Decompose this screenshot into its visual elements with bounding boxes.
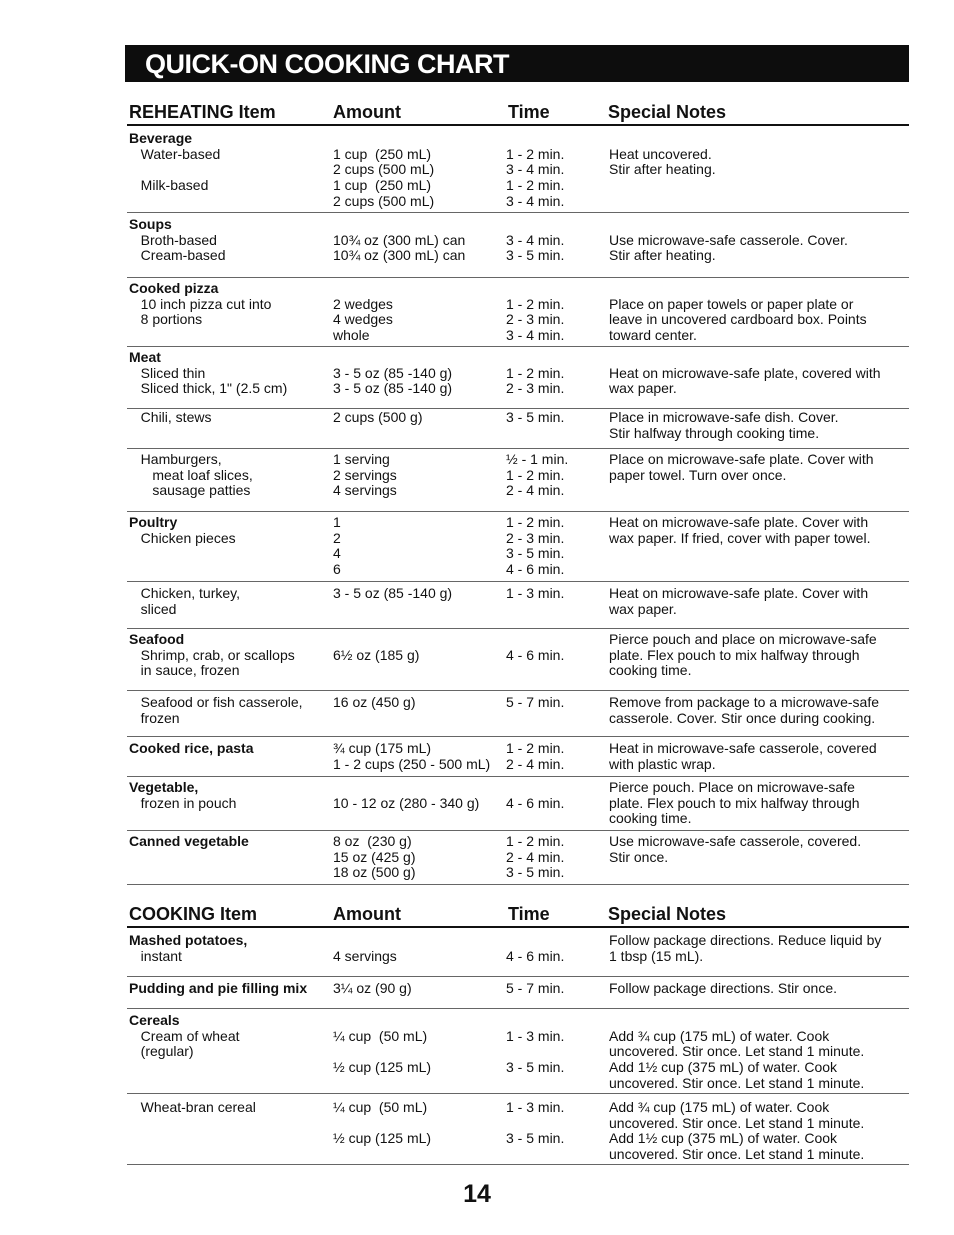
time-cell — [506, 1013, 564, 1076]
time-line: 3 - 5 min. — [506, 864, 565, 881]
item-cell — [129, 410, 211, 426]
time-line: 1 - 3 min. — [506, 1027, 565, 1044]
notes-line: uncovered. Stir once. Let stand 1 minute. — [609, 1114, 865, 1131]
notes-line: Heat on microwave-safe plate, covered with — [609, 364, 881, 381]
notes-line: with plastic wrap. — [609, 755, 716, 772]
notes-cell — [609, 780, 860, 827]
amount-line: 1 — [333, 514, 341, 530]
notes-cell — [609, 1100, 864, 1163]
item-label: sausage patties — [129, 482, 251, 499]
item-cell — [129, 780, 236, 811]
chart-title: QUICK-ON COOKING CHART — [125, 45, 909, 82]
time-line: 1 - 2 min. — [506, 833, 565, 849]
amount-line: ¼ cup (50 mL) — [333, 1099, 428, 1115]
amount-line — [333, 1116, 431, 1132]
notes-line: Remove from package to a microwave-safe — [609, 694, 879, 710]
time-line — [506, 281, 564, 297]
notes-line: Heat uncovered. — [609, 145, 712, 162]
table-row — [127, 933, 909, 977]
time-line — [506, 1044, 564, 1060]
time-line — [506, 780, 564, 796]
header-item: REHEATING Item — [129, 102, 276, 122]
item-category: Mashed potatoes, — [129, 932, 248, 948]
item-label: frozen — [129, 709, 180, 726]
notes-line: Heat on microwave-safe plate. Cover with — [609, 585, 869, 601]
item-label: Broth-based — [129, 231, 217, 248]
notes-cell — [609, 217, 848, 264]
notes-line — [609, 350, 881, 366]
amount-line: 2 cups (500 mL) — [333, 161, 435, 178]
notes-line: uncovered. Stir once. Let stand 1 minute. — [609, 1146, 865, 1163]
notes-cell — [609, 586, 868, 617]
item-label: (regular) — [129, 1043, 194, 1060]
item-label: in sauce, frozen — [129, 662, 240, 679]
time-cell — [506, 217, 564, 264]
time-line: 3 - 4 min. — [506, 192, 565, 209]
amount-line — [333, 131, 434, 147]
time-line: 3 - 4 min. — [506, 231, 565, 248]
header-amount: Amount — [333, 904, 401, 924]
notes-line: Add ¾ cup (175 mL) of water. Cook — [609, 1027, 830, 1044]
notes-line: Use microwave-safe casserole, covered. — [609, 833, 862, 849]
notes-line: 1 tbsp (15 mL). — [609, 947, 704, 964]
amount-cell — [333, 515, 341, 578]
notes-line: paper towel. Turn over once. — [609, 466, 787, 483]
time-line: 2 - 4 min. — [506, 848, 565, 865]
amount-line: 10¾ oz (300 mL) can — [333, 231, 466, 248]
notes-line — [609, 1013, 864, 1029]
time-cell — [506, 586, 564, 602]
time-cell — [506, 452, 568, 499]
amount-cell — [333, 834, 416, 881]
notes-line: Follow package directions. Stir once. — [609, 980, 837, 996]
table-row — [127, 780, 909, 831]
item-cell — [129, 515, 236, 546]
table-row — [127, 131, 909, 213]
amount-cell — [333, 981, 412, 997]
item-label: Wheat-bran cereal — [129, 1099, 256, 1115]
time-line: 2 - 3 min. — [506, 529, 565, 546]
table-row — [127, 452, 909, 512]
time-cell — [506, 741, 564, 772]
time-line: 1 - 2 min. — [506, 177, 565, 194]
item-cell — [129, 933, 247, 964]
item-label: Sliced thin — [129, 364, 206, 381]
notes-line: Pierce pouch and place on microwave-safe — [609, 631, 877, 647]
item-category: Seafood — [129, 631, 185, 647]
item-label: 10 inch pizza cut into — [129, 295, 272, 312]
amount-line: 4 servings — [333, 482, 397, 499]
notes-line: wax paper. If fried, cover with paper towel. — [609, 529, 871, 546]
time-line: 2 - 3 min. — [506, 380, 565, 397]
amount-cell — [333, 131, 434, 210]
item-category: Cooked rice, pasta — [129, 740, 254, 756]
item-label: Cream-based — [129, 247, 226, 264]
item-label: instant — [129, 947, 182, 964]
notes-line: leave in uncovered cardboard box. Points — [609, 311, 867, 328]
notes-line: Stir after heating. — [609, 161, 716, 178]
notes-cell — [609, 695, 879, 726]
amount-line: 3 - 5 oz (85 -140 g) — [333, 380, 453, 397]
notes-line: Add ¾ cup (175 mL) of water. Cook — [609, 1099, 830, 1115]
item-label — [129, 162, 220, 178]
amount-line: 4 servings — [333, 947, 397, 964]
time-line: 1 - 2 min. — [506, 514, 565, 530]
amount-line: 1 cup (250 mL) — [333, 145, 432, 162]
item-cell — [129, 350, 287, 397]
amount-line: 3 - 5 oz (85 -140 g) — [333, 364, 453, 381]
item-label: Water-based — [129, 145, 221, 162]
time-line: 4 - 6 min. — [506, 947, 565, 964]
time-line: 2 - 3 min. — [506, 311, 565, 328]
amount-line: 8 oz (230 g) — [333, 833, 412, 849]
notes-cell — [609, 350, 881, 397]
notes-line: plate. Flex pouch to mix halfway through — [609, 794, 860, 811]
table-row — [127, 695, 909, 737]
item-category: Meat — [129, 349, 161, 365]
table-row — [127, 834, 909, 885]
item-cell — [129, 834, 249, 850]
time-line — [506, 350, 564, 366]
time-cell — [506, 981, 564, 997]
item-cell — [129, 1013, 240, 1060]
amount-cell — [333, 933, 397, 964]
table-row — [127, 350, 909, 409]
notes-line: Stir halfway through cooking time. — [609, 424, 820, 441]
amount-line — [333, 281, 393, 297]
time-line: 2 - 4 min. — [506, 755, 565, 772]
time-line: 3 - 5 min. — [506, 1130, 565, 1147]
notes-line: Stir after heating. — [609, 247, 716, 264]
amount-line — [333, 1044, 431, 1060]
amount-line: 15 oz (425 g) — [333, 848, 416, 865]
time-line: 5 - 7 min. — [506, 694, 565, 710]
amount-line: 2 servings — [333, 466, 397, 483]
notes-cell — [609, 515, 870, 546]
amount-line: 16 oz (450 g) — [333, 694, 416, 710]
item-category: Cooked pizza — [129, 280, 219, 296]
amount-line: ½ cup (125 mL) — [333, 1059, 432, 1076]
time-line — [506, 217, 564, 233]
item-label: sliced — [129, 600, 177, 617]
item-label: 8 portions — [129, 311, 203, 328]
time-line: 1 - 2 min. — [506, 295, 565, 312]
time-line — [506, 131, 564, 147]
notes-cell — [609, 281, 867, 344]
time-line: 3 - 5 min. — [506, 1059, 565, 1076]
amount-line — [333, 632, 419, 648]
amount-line — [333, 933, 397, 949]
time-line: 3 - 4 min. — [506, 327, 565, 344]
time-line: 1 - 3 min. — [506, 1099, 565, 1115]
time-line: 3 - 5 min. — [506, 409, 565, 425]
item-category: Cereals — [129, 1012, 180, 1028]
notes-line: Pierce pouch. Place on microwave-safe — [609, 779, 855, 795]
amount-line: ¾ cup (175 mL) — [333, 740, 432, 756]
item-cell — [129, 632, 295, 679]
time-line: 2 - 4 min. — [506, 482, 565, 499]
table-row — [127, 586, 909, 629]
time-line — [506, 632, 564, 648]
item-cell — [129, 695, 303, 726]
notes-line: Place in microwave-safe dish. Cover. — [609, 409, 839, 425]
time-line: 4 - 6 min. — [506, 646, 565, 663]
item-label: Milk-based — [129, 177, 209, 194]
amount-cell — [333, 217, 465, 264]
notes-line — [609, 217, 848, 233]
page-number: 14 — [463, 1180, 491, 1208]
amount-line: 10¾ oz (300 mL) can — [333, 247, 466, 264]
amount-line: 1 cup (250 mL) — [333, 177, 432, 194]
amount-cell — [333, 452, 397, 499]
notes-line: uncovered. Stir once. Let stand 1 minute. — [609, 1043, 865, 1060]
time-line — [506, 1013, 564, 1029]
item-label: Sliced thick, 1" (2.5 cm) — [129, 380, 288, 397]
notes-line: wax paper. — [609, 600, 677, 617]
notes-cell — [609, 410, 839, 441]
notes-line: Place on microwave-safe plate. Cover with — [609, 451, 874, 467]
item-cell — [129, 741, 254, 757]
header-notes: Special Notes — [608, 904, 727, 924]
table-row — [127, 1013, 909, 1094]
notes-line: Heat in microwave-safe casserole, covered — [609, 740, 877, 756]
time-cell — [506, 410, 564, 426]
amount-cell — [333, 1100, 431, 1147]
notes-line: Add 1½ cup (375 mL) of water. Cook — [609, 1059, 838, 1076]
amount-line: 1 serving — [333, 451, 390, 467]
notes-cell — [609, 981, 837, 997]
notes-cell — [609, 131, 716, 178]
header-time: Time — [508, 904, 550, 924]
amount-cell — [333, 741, 490, 772]
table-row — [127, 741, 909, 777]
header-amount: Amount — [333, 102, 401, 122]
notes-line: plate. Flex pouch to mix halfway through — [609, 646, 860, 663]
amount-line — [333, 350, 452, 366]
table-row — [127, 515, 909, 582]
amount-line: 4 wedges — [333, 311, 393, 328]
item-cell — [129, 981, 307, 997]
time-line: 3 - 5 min. — [506, 545, 565, 562]
amount-cell — [333, 410, 423, 426]
notes-cell — [609, 741, 877, 772]
notes-line: Heat on microwave-safe plate. Cover with — [609, 514, 869, 530]
time-line — [506, 933, 564, 949]
table-row — [127, 217, 909, 278]
time-cell — [506, 834, 564, 881]
amount-cell — [333, 1013, 431, 1076]
time-line: 5 - 7 min. — [506, 980, 565, 996]
item-cell — [129, 281, 271, 328]
notes-line: casserole. Cover. Stir once during cooking. — [609, 709, 876, 726]
item-category: Beverage — [129, 130, 193, 146]
notes-line: cooking time. — [609, 662, 692, 679]
notes-cell — [609, 1013, 864, 1092]
notes-line: wax paper. — [609, 380, 677, 397]
amount-cell — [333, 350, 452, 397]
item-label: meat loaf slices, — [129, 466, 253, 483]
time-line: 4 - 6 min. — [506, 561, 565, 578]
amount-line — [333, 1013, 431, 1029]
notes-line: cooking time. — [609, 810, 692, 827]
amount-cell — [333, 632, 419, 663]
amount-line: 2 wedges — [333, 295, 393, 312]
item-category: Pudding and pie filling mix — [129, 980, 308, 996]
notes-line: uncovered. Stir once. Let stand 1 minute. — [609, 1074, 865, 1091]
item-cell — [129, 131, 220, 194]
item-label: Seafood or fish casserole, — [129, 694, 303, 710]
item-category: Soups — [129, 216, 172, 232]
time-cell — [506, 515, 564, 578]
amount-line: ½ cup (125 mL) — [333, 1130, 432, 1147]
notes-cell — [609, 632, 877, 679]
item-cell — [129, 452, 253, 499]
item-label: Shrimp, crab, or scallops — [129, 646, 295, 663]
time-cell — [506, 1100, 564, 1147]
table-row — [127, 410, 909, 449]
item-label: Chicken pieces — [129, 529, 236, 546]
time-line: 3 - 5 min. — [506, 247, 565, 264]
amount-line: 2 cups (500 mL) — [333, 192, 435, 209]
amount-line: 3¼ oz (90 g) — [333, 980, 412, 996]
item-cell — [129, 1100, 256, 1116]
time-cell — [506, 131, 564, 210]
item-label: frozen in pouch — [129, 794, 237, 811]
notes-line: Follow package directions. Reduce liquid by — [609, 932, 882, 948]
notes-line: Use microwave-safe casserole. Cover. — [609, 231, 848, 248]
notes-line — [609, 131, 716, 147]
amount-line: ¼ cup (50 mL) — [333, 1027, 428, 1044]
amount-line: 2 cups (500 g) — [333, 409, 423, 425]
item-label: Hamburgers, — [129, 451, 222, 467]
item-category: Poultry — [129, 514, 178, 530]
amount-cell — [333, 780, 479, 811]
time-line: 1 - 3 min. — [506, 585, 565, 601]
amount-line: 10 - 12 oz (280 - 340 g) — [333, 794, 480, 811]
notes-cell — [609, 452, 874, 483]
amount-line: 4 — [333, 545, 341, 562]
amount-line — [333, 780, 479, 796]
notes-line: Stir once. — [609, 848, 669, 865]
amount-cell — [333, 695, 416, 711]
notes-line — [609, 281, 867, 297]
time-line: ½ - 1 min. — [506, 451, 569, 467]
amount-line: 6 — [333, 561, 341, 578]
table-row — [127, 1100, 909, 1165]
notes-cell — [609, 834, 861, 865]
time-line: 1 - 2 min. — [506, 145, 565, 162]
time-cell — [506, 780, 564, 811]
item-category: Canned vegetable — [129, 833, 249, 849]
table-row — [127, 281, 909, 347]
table-row — [127, 981, 909, 1009]
amount-line: 3 - 5 oz (85 -140 g) — [333, 585, 453, 601]
amount-line: 2 — [333, 529, 341, 546]
notes-line: Add 1½ cup (375 mL) of water. Cook — [609, 1130, 838, 1147]
amount-line: whole — [333, 327, 370, 344]
amount-line: 18 oz (500 g) — [333, 864, 416, 881]
amount-cell — [333, 586, 452, 602]
notes-line: Place on paper towels or paper plate or — [609, 295, 854, 312]
cooking-header — [127, 904, 909, 928]
item-label: Chicken, turkey, — [129, 585, 241, 601]
reheating-header — [127, 102, 909, 126]
amount-line: 6½ oz (185 g) — [333, 646, 420, 663]
item-category: Vegetable, — [129, 779, 199, 795]
time-line — [506, 1116, 564, 1132]
item-cell — [129, 586, 240, 617]
time-line: 3 - 4 min. — [506, 161, 565, 178]
time-cell — [506, 350, 564, 397]
time-cell — [506, 933, 564, 964]
amount-line: 1 - 2 cups (250 - 500 mL) — [333, 755, 491, 772]
amount-line — [333, 217, 465, 233]
notes-cell — [609, 933, 881, 964]
time-cell — [506, 632, 564, 663]
notes-line: toward center. — [609, 327, 697, 344]
amount-cell — [333, 281, 393, 344]
header-time: Time — [508, 102, 550, 122]
time-cell — [506, 695, 564, 711]
time-line: 1 - 2 min. — [506, 740, 565, 756]
time-line: 4 - 6 min. — [506, 794, 565, 811]
time-line: 1 - 2 min. — [506, 466, 565, 483]
header-notes: Special Notes — [608, 102, 727, 122]
header-item: COOKING Item — [129, 904, 258, 924]
item-cell — [129, 217, 225, 264]
item-label: Cream of wheat — [129, 1027, 240, 1044]
time-line: 1 - 2 min. — [506, 364, 565, 381]
item-label: Chili, stews — [129, 409, 212, 425]
time-cell — [506, 281, 564, 344]
table-row — [127, 632, 909, 691]
